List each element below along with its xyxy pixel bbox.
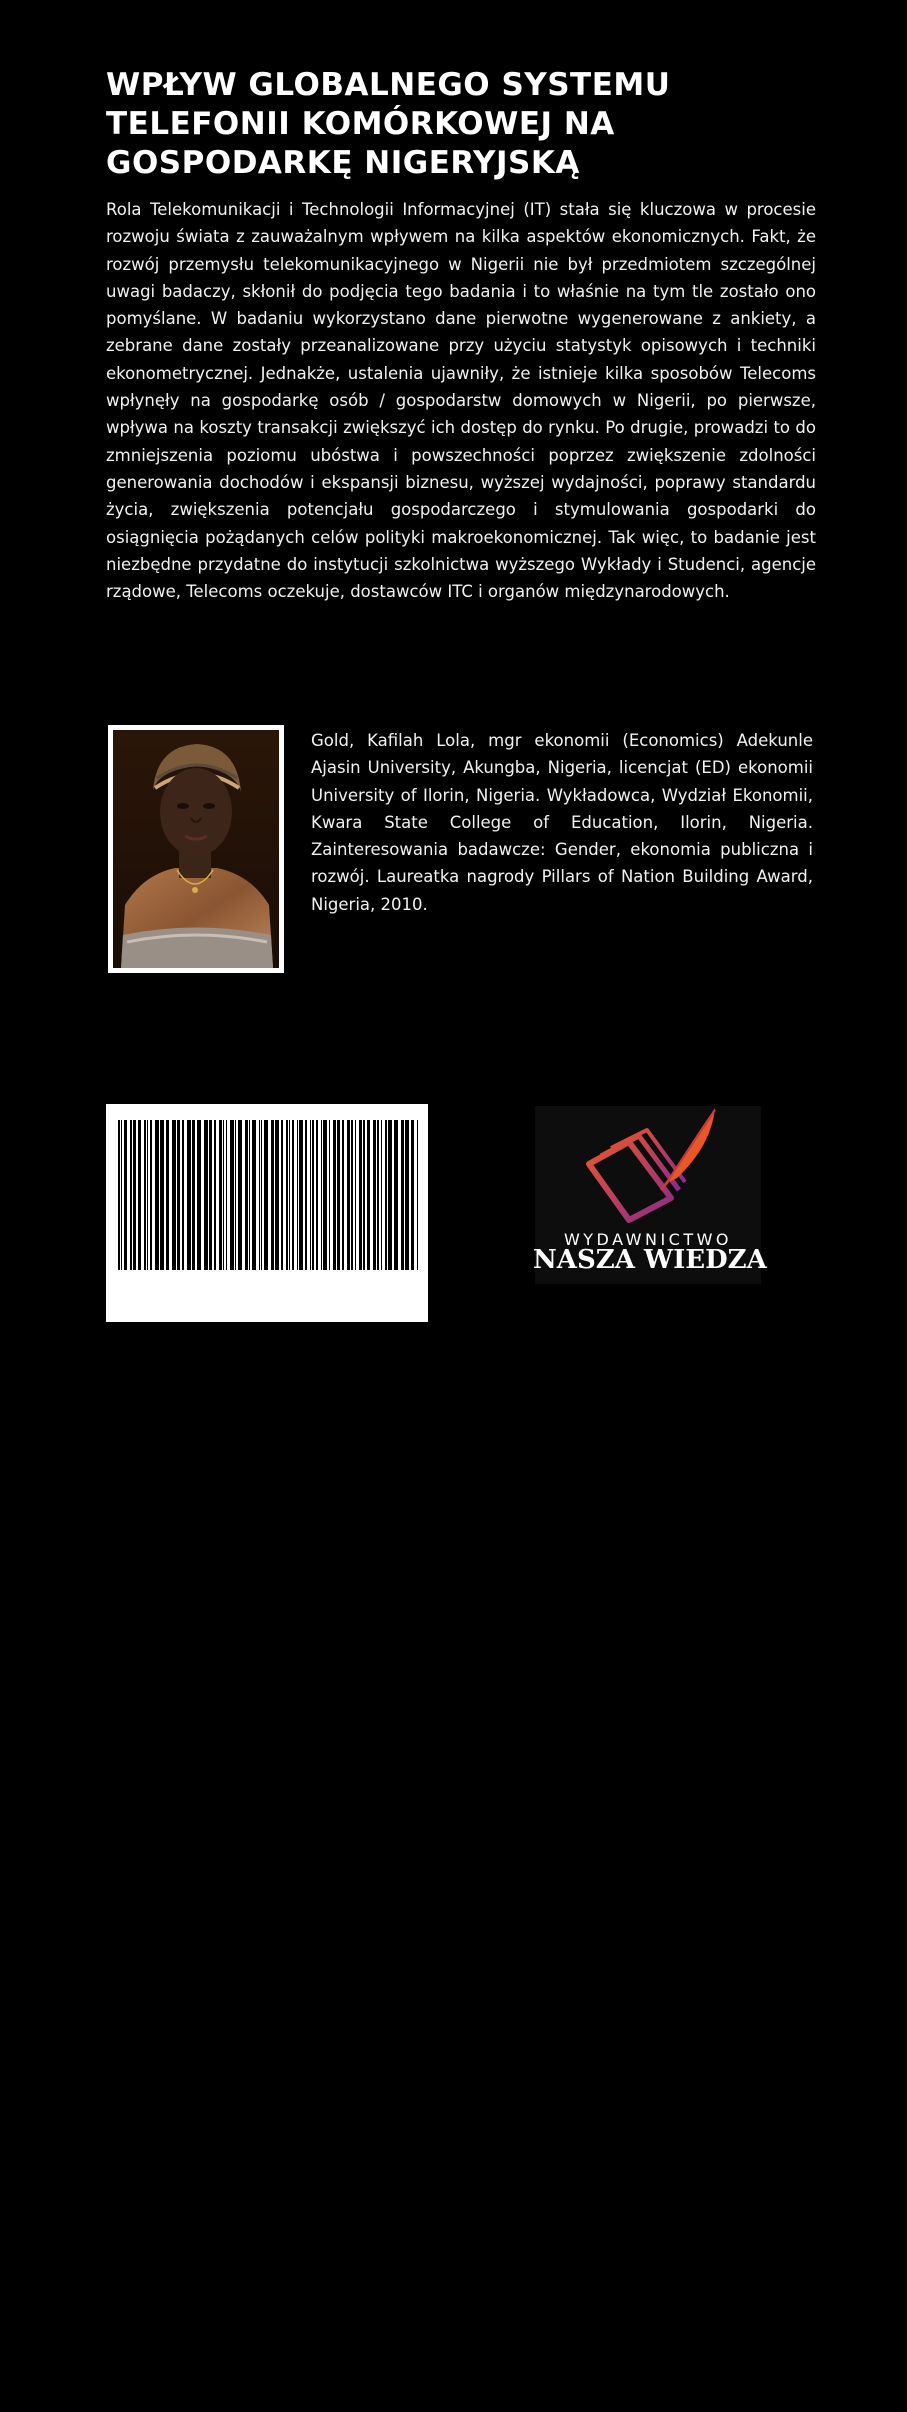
- barcode-bar: [177, 1120, 180, 1270]
- barcode-bar: [321, 1120, 322, 1270]
- barcode-bar: [172, 1120, 176, 1270]
- barcode-bar: [264, 1120, 268, 1270]
- barcode-bar: [333, 1120, 336, 1270]
- quill-and-book-icon: [575, 1106, 721, 1228]
- barcode-bar: [249, 1120, 250, 1270]
- barcode-bar: [121, 1120, 122, 1270]
- barcode-bar: [118, 1120, 120, 1270]
- publisher-name: NASZA WIEDZA: [533, 1245, 767, 1275]
- barcode-bar: [316, 1120, 318, 1270]
- barcode-bar: [381, 1120, 382, 1270]
- barcode-bar: [182, 1120, 184, 1270]
- barcode-bar: [305, 1120, 307, 1270]
- barcode-bar: [394, 1120, 398, 1270]
- barcode-bar: [192, 1120, 195, 1270]
- barcode-bar: [160, 1120, 164, 1270]
- title-line-3: GOSPODARKĘ NIGERYJSKĄ: [106, 145, 580, 181]
- barcode-bar: [417, 1120, 418, 1270]
- barcode-bar: [323, 1120, 327, 1270]
- barcode-bar: [197, 1120, 201, 1270]
- barcode-bar: [312, 1120, 314, 1270]
- barcode-bar: [147, 1120, 148, 1270]
- barcode-bar: [373, 1120, 376, 1270]
- barcode-bar: [388, 1120, 392, 1270]
- barcode-bar: [261, 1120, 262, 1270]
- barcode-bar: [187, 1120, 191, 1270]
- author-bio: Gold, Kafilah Lola, mgr ekonomii (Economics) Adekunle Ajasin University, Akungba, Nigeria, licencjat (ED) ekonomii University of Ilorin, Nigeria. Wykładowca, Wydział Ekonomii, Kwara State College of Education, Ilorin, Nigeria. Zainteresowania badawcze: Gender, ekonomia publiczna i rozwój. Laureatka nagrody Pillars of Nation Building Award, Nigeria, 2010.: [311, 731, 813, 914]
- barcode-bar: [359, 1120, 362, 1270]
- barcode-bar: [401, 1120, 404, 1270]
- barcode-bar: [297, 1120, 298, 1270]
- barcode-bar: [310, 1120, 311, 1270]
- barcode-bar: [138, 1120, 141, 1270]
- barcode-icon: [106, 1104, 428, 1322]
- barcode-bar: [219, 1120, 222, 1270]
- barcode-bar: [124, 1120, 127, 1270]
- barcode-bar: [130, 1120, 132, 1270]
- book-description: Rola Telekomunikacji i Technologii Informacyjnej (IT) stała się kluczowa w procesie rozwoju świata z zauważalnym wpływem na kilka aspektów ekonomicznych. Fakt, że rozwój przemysłu telekomunikacyjnego w Nigerii nie był przedmiotem szczególnej uwagi badaczy, skłonił do podjęcia tego badania i to właśnie na tym tle zostało ono pomyślane. W badaniu wykorzystano dane pierwotne wygenerowane z ankiety, a zebrane dane zostały przeanalizowane przy użyciu statystyk opisowych i techniki ekonometrycznej. Jednakże, ustalenia ujawniły, że istnieje kilka sposobów Telecoms wpłynęły na gospodarkę osób / gospodarstw domowych w Nigerii, po pierwsze, wpływa na koszty transakcji zwiększyć ich dostęp do rynku. Po drugie, prowadzi to do zmniejszenia poziomu ubóstwa i powszechności poprzez zwiększenie zdolności generowania dochodów i ekspansji biznesu, wyższej wydajności, poprawy standardu życia, zwiększenia potencjału gospodarczego i stymulowania gospodarki do osiągnięcia pożądanych celów polityki makroekonomicznej. Tak więc, to badanie jest niezbędne przydatne do instytucji szkolnictwa wyższego Wykłady i Studenci, agencje rządowe, Telecoms oczekuje, dostawców ITC i organów międzynarodowych.: [106, 200, 816, 602]
- barcode-bar: [238, 1120, 242, 1270]
- barcode-bar: [363, 1120, 365, 1270]
- barcode-bar: [144, 1120, 146, 1270]
- barcode-bar: [286, 1120, 288, 1270]
- portrait-photo: [113, 730, 279, 968]
- barcode-bar: [347, 1120, 350, 1270]
- barcode-bar: [337, 1120, 340, 1270]
- book-title: [106, 66, 826, 183]
- title-line-1: WPŁYW GLOBALNEGO SYSTEMU: [106, 67, 671, 103]
- barcode-bar: [209, 1120, 212, 1270]
- isbn-number: 9786203502077: [108, 2388, 321, 2412]
- barcode-bar: [235, 1120, 236, 1270]
- barcode-bar: [252, 1120, 256, 1270]
- barcode-bar: [411, 1120, 414, 1270]
- barcode-bar: [377, 1120, 379, 1270]
- barcode-bar: [299, 1120, 303, 1270]
- barcode-bar: [204, 1120, 208, 1270]
- barcode-bar: [223, 1120, 224, 1270]
- barcode-bar: [166, 1120, 169, 1270]
- barcode-bar: [275, 1120, 279, 1270]
- barcode-bar: [342, 1120, 344, 1270]
- barcode-bar: [292, 1120, 294, 1270]
- isbn-barcode: [106, 1104, 428, 2412]
- barcode-bar: [367, 1120, 370, 1270]
- title-line-2: TELEFONII KOMÓRKOWEJ NA: [106, 106, 615, 142]
- barcode-bar: [281, 1120, 283, 1270]
- barcode-bar: [245, 1120, 248, 1270]
- author-photo: [108, 725, 284, 973]
- barcode-bar: [271, 1120, 274, 1270]
- barcode-bar: [214, 1120, 216, 1270]
- barcode-bar: [230, 1120, 234, 1270]
- barcode-bar: [351, 1120, 353, 1270]
- barcode-bar: [329, 1120, 330, 1270]
- barcode-bar: [150, 1120, 152, 1270]
- barcode-bar: [289, 1120, 290, 1270]
- barcode-bar: [155, 1120, 159, 1270]
- barcode-bar: [259, 1120, 260, 1270]
- barcode-bar: [355, 1120, 356, 1270]
- barcode-bar: [385, 1120, 387, 1270]
- publisher-word: WYDAWNICTWO: [563, 1230, 733, 1249]
- barcode-bar: [133, 1120, 136, 1270]
- barcode-bar: [405, 1120, 409, 1270]
- barcode-bar: [226, 1120, 227, 1270]
